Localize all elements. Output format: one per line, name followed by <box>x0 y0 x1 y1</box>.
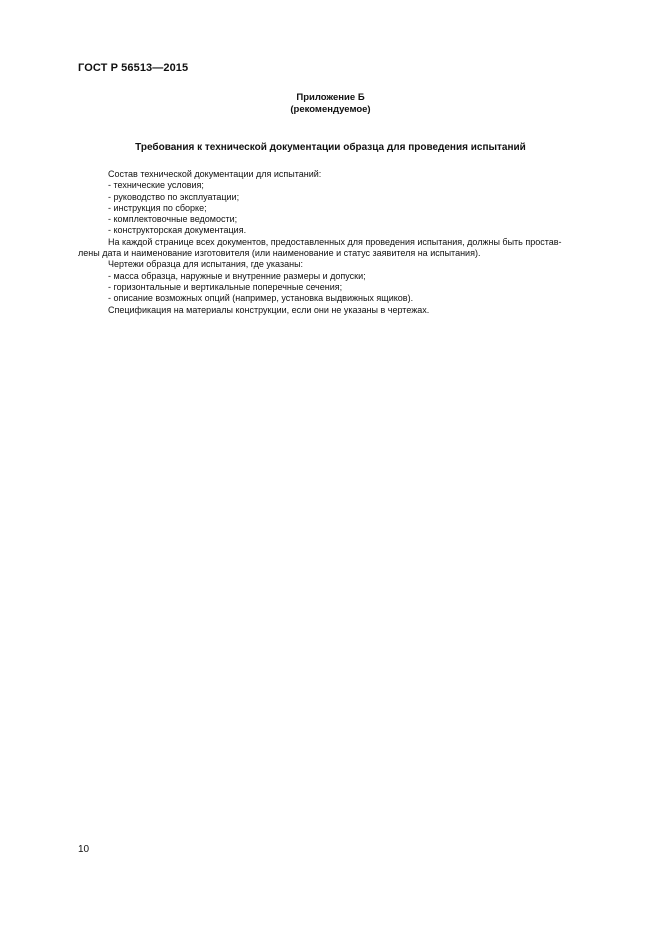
document-code: ГОСТ Р 56513—2015 <box>78 62 189 74</box>
document-body <box>78 169 588 316</box>
list-item: - инструкция по сборке; <box>108 202 207 213</box>
list-item: - руководство по эксплуатации; <box>108 191 240 202</box>
appendix-subtitle: (рекомендуемое) <box>290 104 371 115</box>
list-item: - технические условия; <box>108 180 204 191</box>
list-item: - масса образца, наружные и внутренние размеры и допуски; <box>108 270 366 281</box>
pages-requirement-line1: На каждой странице всех документов, предоставленных для проведения испытания, должны быть простав- <box>108 236 562 247</box>
appendix-heading <box>0 92 661 116</box>
page-number: 10 <box>78 844 90 855</box>
list-item: - конструкторская документация. <box>108 225 247 236</box>
list-item: - описание возможных опций (например, установка выдвижных ящиков). <box>108 293 414 304</box>
pages-requirement-line2: лены дата и наименование изготовителя (или наименование и статус заявителя на испытания). <box>78 248 481 259</box>
appendix-title: Приложение Б <box>296 92 365 103</box>
list-item: - комплектовочные ведомости; <box>108 214 238 225</box>
drawings-intro: Чертежи образца для испытания, где указаны: <box>108 259 304 270</box>
composition-intro: Состав технической документации для испытаний: <box>108 169 322 179</box>
list-item: - горизонтальные и вертикальные поперечные сечения; <box>108 281 343 292</box>
section-title: Требования к технической документации образца для проведения испытаний <box>135 142 526 153</box>
specification-paragraph: Спецификация на материалы конструкции, если они не указаны в чертежах. <box>108 304 430 315</box>
